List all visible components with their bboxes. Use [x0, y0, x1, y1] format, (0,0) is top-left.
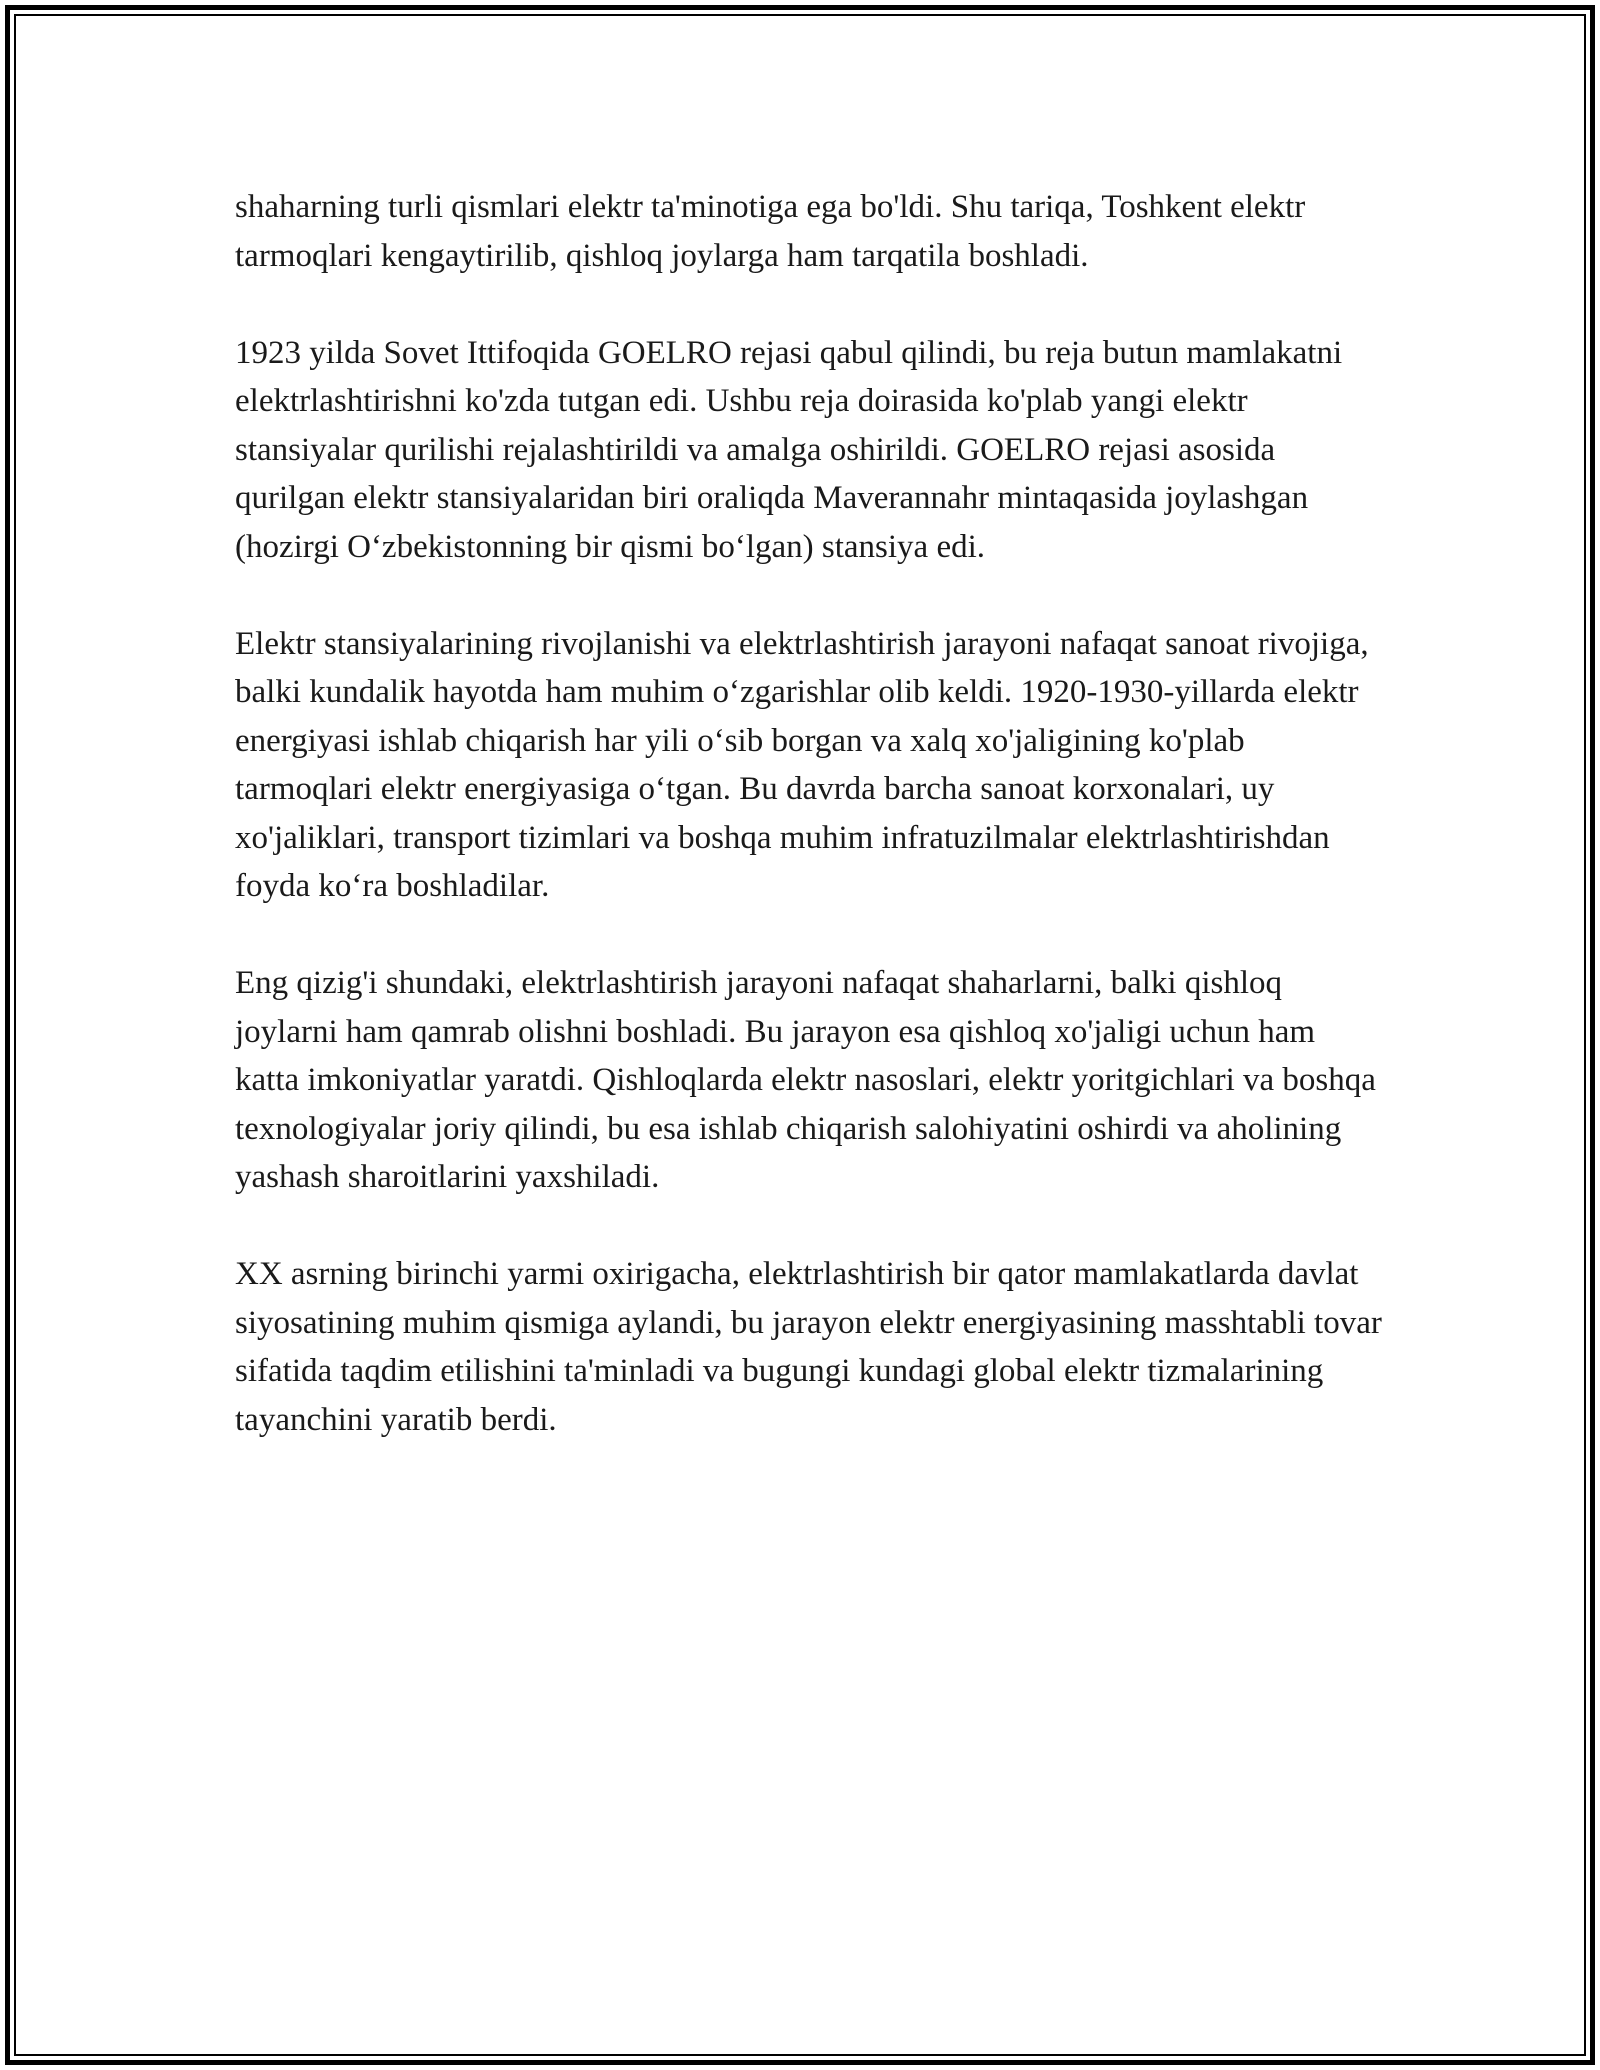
paragraph: Eng qizig'i shundaki, elektrlashtirish jarayoni nafaqat shaharlarni, balki qishloq joylarni ham qamrab olishni boshladi. Bu jarayon esa qishloq xo'jaligi uchun ham katta imkoniyatlar yaratdi. Qishloqlarda elektr nasoslari, elektr yoritgichlari va boshqa texnologiyalar joriy qilindi, bu esa ishlab chiqarish salohiyatini oshirdi va aholining yashash sharoitlarini yaxshiladi. — [235, 965, 1376, 1195]
paragraph: Elektr stansiyalarining rivojlanishi va elektrlashtirish jarayoni nafaqat sanoat rivojiga, balki kundalik hayotda ham muhim o‘zgarishlar olib keldi. 1920-1930-yillarda elektr energiyasi ishlab chiqarish har yili o‘sib borgan va xalq xo'jaligining ko'plab tarmoqlari elektr energiyasiga o‘tgan. Bu davrda barcha sanoat korxonalari, uy xo'jaliklari, transport tizimlari va boshqa muhim infratuzilmalar elektrlashtirishdan foyda ko‘ra boshladilar. — [235, 625, 1369, 904]
paragraph: XX asrning birinchi yarmi oxirigacha, elektrlashtirish bir qator mamlakatlarda davlat siyosatining muhim qismiga aylandi, bu jarayon elektr energiyasining masshtabli tovar sifatida taqdim etilishini ta'minladi va bugungi kundagi global elektr tizmalarining tayanchini yaratib berdi. — [235, 1256, 1382, 1438]
paragraph: 1923 yilda Sovet Ittifoqida GOELRO rejasi qabul qilindi, bu reja butun mamlakatni elektrlashtirishni ko'zda tutgan edi. Ushbu reja doirasida ko'plab yangi elektr stansiyalar qurilishi rejalashtirildi va amalga oshirildi. GOELRO rejasi asosida qurilgan elektr stansiyalaridan biri oraliqda Maverannahr mintaqasida joylashgan (hozirgi O‘zbekistonning bir qismi bo‘lgan) stansiya edi. — [235, 334, 1343, 565]
document-body — [235, 183, 1385, 1444]
paragraph: shaharning turli qismlari elektr ta'minotiga ega bo'ldi. Shu tariqa, Toshkent elektr tarmoqlari kengaytirilib, qishloq joylarga ham tarqatila boshladi. — [235, 189, 1306, 274]
